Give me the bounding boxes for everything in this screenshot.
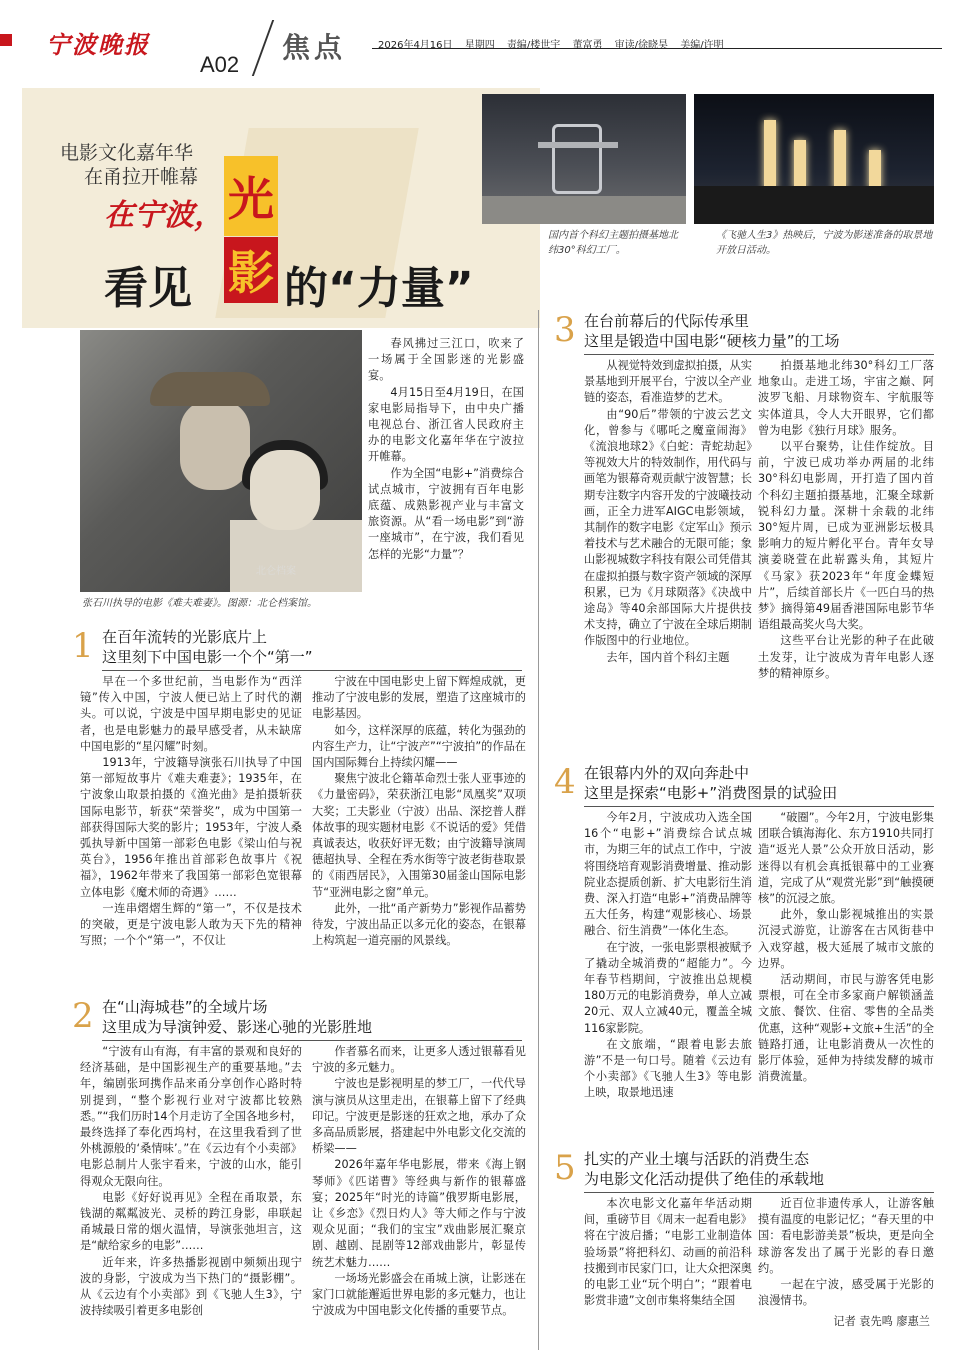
issue-date: 2026年4月16日	[378, 40, 453, 51]
masthead-red-block	[0, 34, 12, 46]
section-5-number: 5	[554, 1148, 576, 1188]
section-1-column-b	[312, 674, 526, 949]
photo-caption-2: 《飞驰人生3》热映后，宁波为影迷准备的取景地开放日活动。	[716, 230, 933, 256]
section-3-paragraph: 以平台聚势，让佳作绽放。目前，宁波已成功举办两届的北纬30°科幻电影周，开打造了国内首个科幻主题拍摄基地，汇聚全球新锐科幻力量。深耕十余载的北纬30°短片周，已成为亚洲影坛极具影响力的短片孵化平台。青年女导演姜晓萱在此崭露头角，其短片《马家》获2023年“年度金蝶短片”，后续首部长片《一匹白马的热梦》摘得第49届香港国际电影节华语组最高奖火鸟大奖。	[758, 440, 934, 632]
photo-light-tower	[869, 150, 881, 190]
photo-prop-frame	[552, 124, 602, 194]
section-5-column-a	[584, 1196, 752, 1309]
photo-caption-3: 张石川执导的电影《难夫难妻》。图源：北仑档案馆。	[82, 598, 317, 609]
design-credit: 美编/许明	[680, 40, 724, 51]
section-2-rule	[102, 1040, 522, 1041]
review-credit: 审读/徐晓昊	[614, 40, 669, 51]
section-1-paragraph: 聚焦宁波北仑籍革命烈士张人亚事迹的《力量密码》，荣获浙江电影“凤凰奖”双项大奖；工夫影业（宁波）出品、深挖普人群体故事的现实题材电影《不说话的爱》凭借真诚表达，收获好评无数；由宁波籍导演周德超执导、全程在秀水街等宁波老街巷取景的《雨西居民》，入围第30届釜山国际电影节“亚洲电影之窗”单元。	[312, 772, 526, 899]
photo-light-tower	[794, 140, 806, 190]
photo-crowd	[694, 186, 934, 224]
section-4-rule	[584, 806, 934, 807]
issue-meta	[378, 36, 733, 51]
editor-credit: 责编/楼世宇	[506, 40, 561, 51]
section-4-column-b	[758, 810, 934, 1085]
column-divider	[538, 310, 539, 1350]
editor2-credit: 董富勇	[572, 40, 603, 51]
headline-sub-1: 电影文化嘉年华	[60, 142, 194, 164]
photo-hat	[150, 372, 270, 406]
headline-char-ying: 影	[224, 237, 278, 303]
masthead	[0, 0, 956, 92]
section-4-title-line-2: 这里是探索“电影+”消费图景的试验田	[584, 784, 838, 802]
photo-actress	[250, 450, 320, 530]
section-2-title-line-2: 这里成为导演钟爱、影迷心驰的光影胜地	[102, 1018, 373, 1036]
section-4-paragraph: 今年2月，宁波成功入选全国16个“电影+”消费综合试点城市，为期三年的试点工作中，宁波将围绕培育观影消费增量、推动影院业态提质创新、扩大电影衍生消费、深入打造“电影+”消费品牌等五大任务，构建“观影核心、场景融合、衍生消费”一体化生态。	[584, 811, 752, 938]
newspaper-logo: 宁波晚报	[46, 30, 150, 59]
header-divider	[252, 20, 274, 76]
photo-open-day	[694, 94, 934, 224]
section-3-number: 3	[554, 310, 576, 350]
headline-city: 在宁波，	[104, 198, 224, 233]
issue-weekday: 星期四	[464, 40, 495, 51]
section-3-paragraph: 去年，国内首个科幻主题	[606, 650, 730, 664]
section-4-title-line-1: 在银幕内外的双向奔赴中	[584, 764, 750, 782]
section-1-paragraph: 如今，这样深厚的底蕴，转化为强劲的内容生产力，让“宁波产”“宁波拍”的作品在国内国际舞台上持续闪耀——	[312, 723, 526, 770]
section-3-title-line-2: 这里是锻造中国电影“硬核力量”的工场	[584, 332, 840, 350]
section-2-column-a	[80, 1044, 302, 1319]
headline-char-guang: 光	[224, 156, 278, 236]
section-5-rule	[584, 1192, 934, 1193]
byline: 记者 袁先鸣 廖惠兰	[833, 1315, 930, 1328]
photo-watermark: 北仑档案	[256, 566, 296, 577]
section-1-paragraph: 一连串熠熠生辉的“第一”，不仅是技术的突破，更是宁波电影人敢为天下先的精神写照；一个个“第一”，不仅让	[80, 901, 302, 948]
photo-light-tower	[834, 130, 846, 190]
section-3-column-b	[758, 358, 934, 682]
headline-see: 看见	[104, 263, 192, 314]
photo-prop-bar	[538, 142, 618, 148]
section-4-number: 4	[554, 762, 576, 802]
section-1-paragraph: 宁波在中国电影史上留下辉煌成就，更推动了宁波电影的发展，塑造了这座城市的电影基因。	[312, 675, 526, 721]
photo-light-tower	[764, 120, 776, 190]
section-4-paragraph: 活动期间，市民与游客凭电影票根，可在全市多家商户解锁涵盖文旅、餐饮、住宿、零售的全品类优惠，这种“观影+文旅+生活”的全链路打通，让电影消费从一次性的影厅体验，延伸为持续发酵的城市消费流量。	[758, 973, 934, 1084]
section-1-column-a	[80, 674, 302, 949]
section-5-column-b	[758, 1196, 934, 1309]
lead-paragraph: 作为全国“电影+”消费综合试点城市，宁波拥有百年电影底蕴、成熟影视产业与丰富文旅资源。从“看一场电影”到“游一座城市”，在宁波，我们看见怎样的光影“力量”？	[368, 466, 524, 561]
section-3-paragraph: 由“90后”带领的宁波云艺文化，曾参与《哪吒之魔童闹海》《流浪地球2》《白蛇：青蛇劫起》等视效大片的特效制作，用代码与画笔为银幕奇观贡献宁波智慧；长期专注数字内容开发的宁波曦技动画，正全力进军AIGC电影领域，其制作的数字电影《定军山》预示着技术与艺术融合的无限可能；象山影视城数字科技有限公司凭借其在虚拟拍摄与数字资产领域的深厚积累，已为《月球陨落》《决战中途岛》等40余部国际大片提供技术支持，确立了宁波在全球后期制作版图中的行业地位。	[584, 407, 752, 648]
section-2-paragraph: “宁波有山有海，有丰富的景观和良好的经济基础，是中国影视生产的重要基地。”去年，编剧张珂携作品来甬分享创作心路时特别提到，“整个影视行业对宁波都比较熟悉。”“我们历时14个月走访了全国各地乡村，最终选择了奉化西坞村，在这里我看到了世外桃源般的‘桑情味’。”在《云边有个小卖部》电影总制片人张宇看来，宁波的山水，能引得观众无限向往。	[80, 1045, 302, 1188]
lead-paragraph: 4月15日至4月19日，在国家电影局指导下，由中央广播电视总台、浙江省人民政府主办的电影文化嘉年华在宁波拉开帷幕。	[368, 385, 524, 464]
section-2-paragraph: 宁波也是影视明星的梦工厂，一代代导演与演员从这里走出，在银幕上留下了经典印记。宁波更是影迷的狂欢之地，承办了众多高品质影展，搭建起中外电影文化交流的桥梁——	[312, 1077, 526, 1156]
photo-actor	[180, 400, 250, 490]
section-5-paragraph: 本次电影文化嘉年华活动期间，重磅节目《周末一起看电影》将在宁波启播；“电影工业制造体验场景”将把科幻、动画的前沿科技搬到市民家门口，让大众把深奥的电影工业“玩个明白”；“跟着电影赏非遗”文创市集将集结全国	[584, 1197, 752, 1308]
section-4-column-a	[584, 810, 752, 1102]
section-3-paragraph: 拍摄基地北纬30°科幻工厂落地象山。走进工场，宇宙之巅、阿波罗飞船、月球物资车、宇航服等实体道具，令人大开眼界，它们都曾为电影《独行月球》服务。	[758, 359, 934, 437]
photo-clothing	[230, 520, 362, 592]
section-3-title-line-1: 在台前幕后的代际传承里	[584, 312, 750, 330]
section-1-rule	[102, 670, 522, 671]
photo-film-still	[80, 330, 362, 592]
section-5-title-line-2: 为电影文化活动提供了绝佳的承载地	[584, 1170, 825, 1188]
section-3-paragraph: 这些平台让光影的种子在此破土发芽，让宁波成为青年电影人逐梦的精神原乡。	[758, 634, 934, 680]
section-2-number: 2	[72, 996, 94, 1036]
section-1-number: 1	[72, 626, 94, 666]
section-2-paragraph: 近年来，许多热播影视剧中频频出现宁波的身影，宁波成为当下热门的“摄影棚”。从《云边有个小卖部》到《飞驰人生3》，宁波持续吸引着更多电影创	[80, 1255, 302, 1318]
lead-paragraph: 春风拂过三江口，吹来了一场属于全国影迷的光影盛宴。	[368, 337, 524, 383]
section-3-rule	[584, 354, 934, 355]
photo-floor	[482, 196, 686, 224]
section-5-paragraph: 近百位非遗传承人，让游客触摸有温度的电影记忆；“春天里的中国：看电影游美景”板块，更是向全球游客发出了属于光影的春日邀约。	[758, 1197, 934, 1275]
section-1-title-line-1: 在百年流转的光影底片上	[102, 628, 268, 646]
section-3-paragraph: 从视觉特效到虚拟拍摄，从实景基地到开展平台，宁波以全产业链的姿态，看准造梦的艺术。	[584, 359, 752, 405]
section-4-paragraph: 在文旅端，“跟着电影去旅游”不是一句口号。随着《云边有个小卖部》《飞驰人生3》等电影上映，取景地迅速	[584, 1037, 752, 1100]
headline-sub-2: 在甬拉开帷幕	[84, 166, 199, 188]
section-1-paragraph: 此外，一批“甬产新势力”影视作品蓄势待发，宁波出品正以多元化的姿态，在银幕上构筑起一道亮丽的风景线。	[312, 901, 526, 948]
headline-power: 的“力量”	[284, 263, 474, 314]
section-2-title-line-1: 在“山海城巷”的全域片场	[102, 998, 268, 1016]
photo-scifi-factory	[482, 94, 686, 224]
section-1-paragraph: 1913年，宁波籍导演张石川执导了中国第一部短故事片《难夫难妻》；1935年，在宁波象山取景拍摄的《渔光曲》是拍摄斩获国际电影节，斩获“荣誉奖”，成为中国第一部获得国际大奖的影片；1953年，宁波人桑弧执导新中国第一部彩色电影《梁山伯与祝英台》，1956年推出首部彩色故事片《祝福》，1962年带来了我国第一部彩色宽银幕立体电影《魔术师的奇遇》……	[80, 756, 302, 899]
section-1-title-line-2: 这里刻下中国电影一个个“第一”	[102, 648, 313, 666]
page-number: A02	[200, 52, 240, 77]
section-1-paragraph: 早在一个多世纪前，当电影作为“西洋镜”传入中国，宁波人便已站上了时代的潮头。可以说，宁波是中国早期电影史的见证者，也是电影魅力的最早感受者，从未缺席中国电影的“星闪耀”时刻。	[80, 675, 302, 753]
lead-paragraphs	[368, 336, 524, 563]
section-4-paragraph: 此外，象山影视城推出的实景沉浸式游览，让游客在古风街巷中入戏穿越，极大延展了城市文旅的边界。	[758, 908, 934, 970]
section-3-column-a	[584, 358, 752, 666]
photo-caption-1: 国内首个科幻主题拍摄基地北纬30°科幻工厂。	[548, 230, 678, 256]
section-2-column-b	[312, 1044, 526, 1319]
section-name: 焦点	[282, 31, 347, 64]
section-2-paragraph: 一场场光影盛会在甬城上演，让影迷在家门口就能邂逅世界电影的多元魅力，也让宁波成为中国电影文化传播的重要节点。	[312, 1271, 526, 1318]
section-2-paragraph: 2026年嘉年华电影展，带来《海上钢琴师》《匹诺曹》等经典与新作的银幕盛宴；2025年“时光的诗篇”俄罗斯电影展，让《乡恋》《烈日灼人》等大师之作与宁波观众见面；“我们的宝宝”戏曲影展汇聚京剧、越剧、昆剧等12部戏曲影片，彰显传统艺术魅力……	[312, 1158, 526, 1269]
section-2-paragraph: 作者慕名而来，让更多人透过银幕看见宁波的多元魅力。	[312, 1045, 526, 1075]
section-4-paragraph: “破圈”。今年2月，宁波电影集团联合镇海海化、东方1910共同打造“返光人景”公众开放日活动，影迷得以有机会真抵银幕中的工业赛道，完成了从“观赏光影”到“触摸硬核”的沉浸之旅。	[758, 811, 934, 906]
section-4-paragraph: 在宁波，一张电影票根被赋予了撬动全城消费的“超能力”。今年春节档期间，宁波推出总规模180万元的电影消费券，单人立减20元、双人立减40元，覆盖全城116家影院。	[584, 940, 752, 1035]
section-5-title-line-1: 扎实的产业土壤与活跃的消费生态	[584, 1150, 810, 1168]
section-2-paragraph: 电影《好好说再见》全程在甬取景，东钱湖的粼粼波光、灵桥的跨江身影，串联起甬城最日常的烟火温情，导演张弛坦言，这是“献给家乡的电影”……	[80, 1190, 302, 1253]
section-5-paragraph: 一起在宁波，感受属于光影的浪漫情书。	[758, 1278, 934, 1308]
